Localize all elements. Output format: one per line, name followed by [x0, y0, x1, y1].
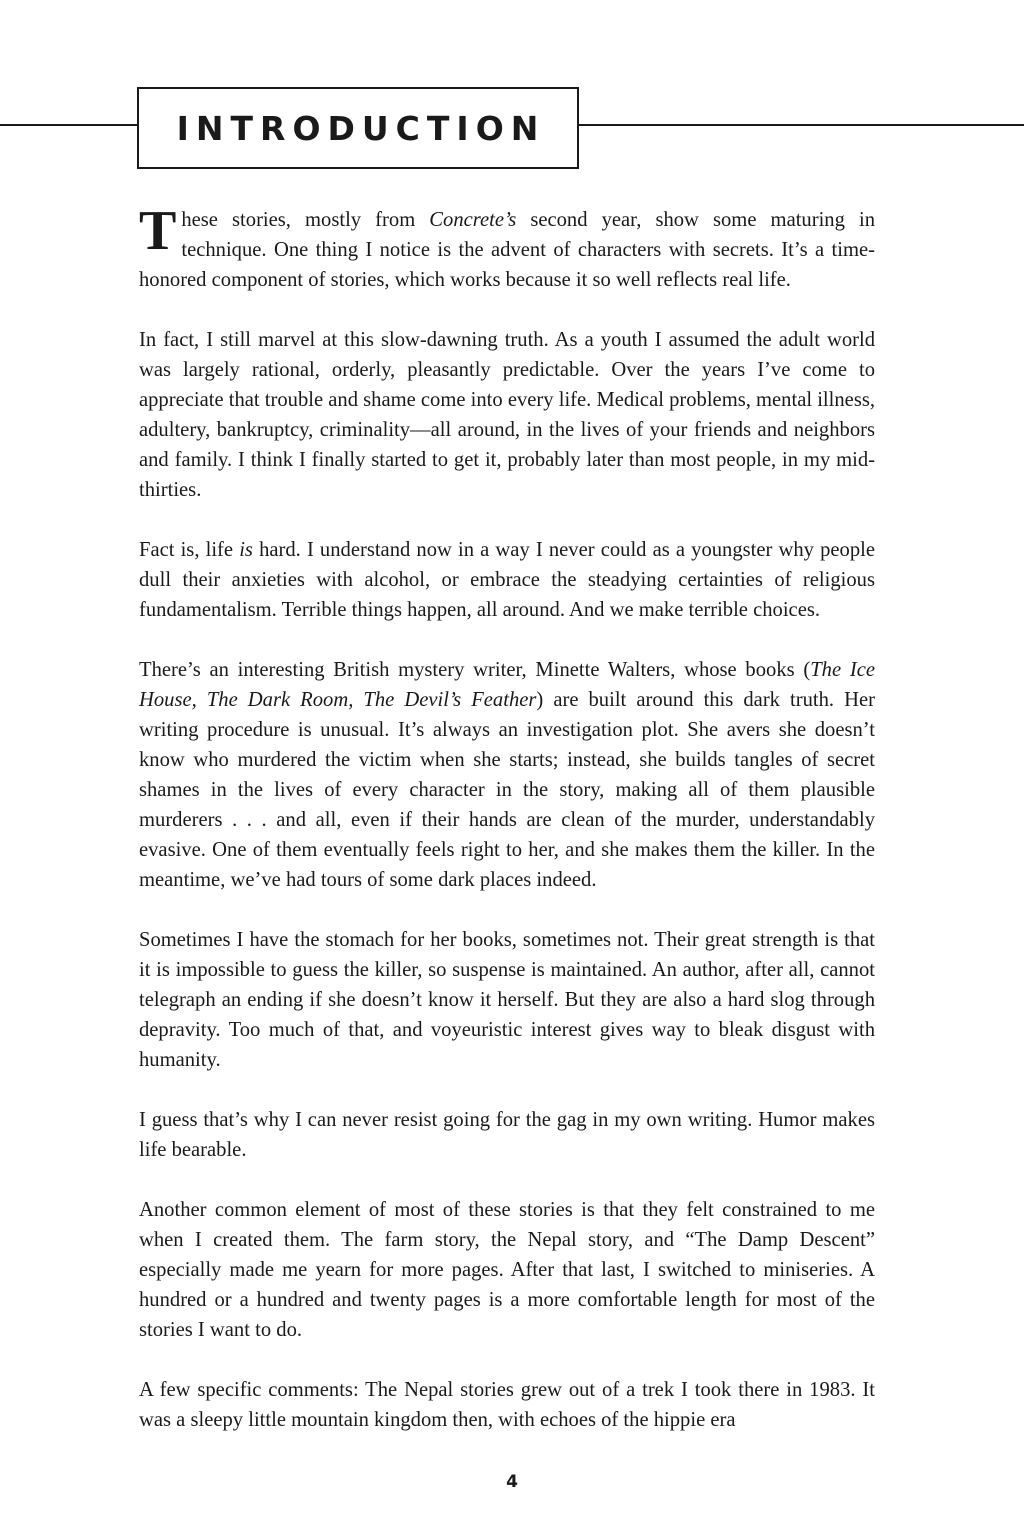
paragraph-8: A few specific comments: The Nepal stories grew out of a trek I took there in 1983. It was a sleepy little mountain kingdom then, with echoes of the hippie era: [139, 1379, 875, 1431]
paragraph-7: Another common element of most of these stories is that they felt constrained to me when I created them. The farm story, the Nepal story, and “The Damp Descent” especially made me yearn for more pages. After that last, I switched to miniseries. A hundred or a hundred and twenty pages is a more comfortable length for most of the stories I want to do.: [139, 1199, 875, 1341]
paragraph-1: These stories, mostly from Concrete’s second year, show some maturing in technique. One thing I notice is the advent of characters with secrets. It’s a time-honored component of stories, which works because it so well reflects real life.: [139, 200, 876, 291]
page-number: 4: [506, 1472, 518, 1492]
paragraph-3: Fact is, life is hard. I understand now in a way I never could as a youngster why people dull their anxieties with alcohol, or embrace the steadying certainties of religious fundamentalism. Terrible things happen, all around. And we make terrible choices.: [139, 539, 875, 621]
drop-cap: T: [139, 200, 177, 262]
italic-book-titles: The Ice House, The Dark Room, The Devil’s Feather: [139, 659, 875, 711]
italic-emphasis: is: [239, 539, 253, 561]
italic-title: Concrete’s: [429, 209, 517, 231]
paragraph-4: There’s an interesting British mystery writer, Minette Walters, whose books (The Ice House, The Dark Room, The Devil’s Feather) are built around this dark truth. Her writing procedure is unusual. It’s always an investigation plot. She avers she doesn’t know who murdered the victim when she starts; instead, she builds tangles of secret shames in the lives of every character in the story, making all of them plausible murderers . . . and all, even if their hands are clean of the murder, understandably evasive. One of them eventually feels right to her, and she makes them the killer. In the meantime, we’ve had tours of some dark places indeed.: [139, 659, 875, 891]
paragraph-2: In fact, I still marvel at this slow-dawning truth. As a youth I assumed the adult world was largely rational, orderly, pleasantly predictable. Over the years I’ve come to appreciate that trouble and shame come into every life. Medical problems, mental illness, adultery, bankruptcy, criminality—all around, in the lives of your friends and neighbors and family. I think I finally started to get it, probably later than most people, in my mid-thirties.: [139, 329, 875, 501]
header-rule-left: [0, 124, 137, 126]
paragraph-6: I guess that’s why I can never resist going for the gag in my own writing. Humor makes life bearable.: [139, 1109, 875, 1161]
header-rule-right: [579, 124, 1024, 126]
body-text: [139, 200, 876, 1465]
chapter-title: INTRODUCTION: [176, 108, 546, 148]
chapter-title-box: [137, 87, 579, 169]
paragraph-5: Sometimes I have the stomach for her books, sometimes not. Their great strength is that it is impossible to guess the killer, so suspense is maintained. An author, after all, cannot telegraph an ending if she doesn’t know it herself. But they are also a hard slog through depravity. Too much of that, and voyeuristic interest gives way to bleak disgust with humanity.: [139, 929, 875, 1071]
